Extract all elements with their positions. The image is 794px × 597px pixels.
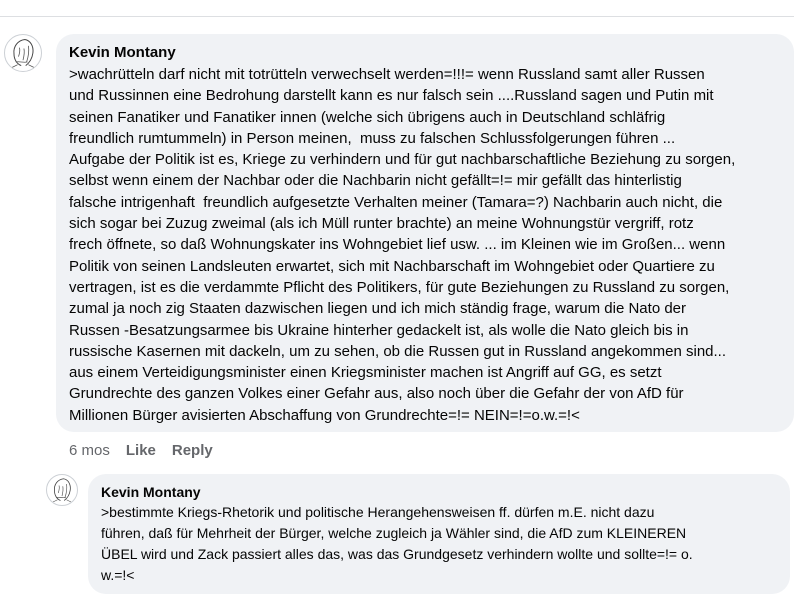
avatar[interactable] [4, 34, 42, 72]
reply-button[interactable]: Reply [171, 441, 213, 459]
reply-text: >bestimmte Kriegs-Rhetorik und politische Herangehensweisen ff. dürfen m.E. nicht dazu führen, daß für Mehrheit der Bürger, welche zugleich ja Wähler sind, die AfD zum KLEINEREN ÜBEL wird und Zack passiert alles das, was das Grundgesetz verhindern wollte und sollte=!= o. w.=!< [101, 504, 693, 583]
avatar-sketch-icon [47, 475, 77, 505]
comment-author[interactable]: Kevin Montany [69, 44, 176, 61]
avatar-sketch-icon [5, 35, 41, 71]
comment-text: >wachrütteln darf nicht mit totrütteln verwechselt werden=!!!= wenn Russland samt aller Russen und Russinnen eine Bedrohung darstellt kann es nur falsch sein ....Russland sagen und Putin mit seinen Fanatiker und Fanatiker innen (welche sich übrigens auch in Deutschland schläfrig freundlich rumtummeln) in Person meinen, muss zu falschen Schlussfolgerungen führen ... Aufgabe der Politik ist es, Kriege zu verhindern und für gut nachbarschaftliche Beziehung zu sorgen, selbst wenn einem der Nachbar oder die Nachbarin nicht gefällt=!= mir gefällt das hinterlistig falsche intrigenhaft freundlich aufgesetzte Verhalten meiner (Tamara=?) Nachbarin auch nicht, die sich sogar bei Zuzug zweimal (als ich Müll runter brachte) an meine Wohnungstür vergriff, rotz frech öffnete, so daß Wohnungskater ins Wohngebiet lief usw. ... im Kleinen wie im Großen... wenn Politik von seinen Landsleuten erwartet, sich mit Nachbarschaft im Wohngebiet oder Quartiere zu vertragen, ist es die verdammte Pflicht des Politikers, für gute Beziehungen zu Russland zu sorgen, zumal ja noch zig Staaten dazwischen liegen und ich mich ständig frage, warum die Nato der Russen -Besatzungsarmee bis Ukraine hinterher gedackelt ist, als wolle die Nato gleich bis in russische Kasernen mit dackeln, um zu sehen, ob die Russen gut in Russland angekommen sind... aus einem Verteidigungsminister einen Kriegsminister machen ist Angriff auf GG, es setzt Grundrechte des ganzen Volkes einer Gefahr aus, also noch über die Gefahr der von AfD für Millionen Bürger avisierten Abschaffung von Grundrechte=!= NEIN=!=o.w.=!< [69, 66, 736, 424]
reply-author[interactable]: Kevin Montany [101, 484, 201, 500]
comment-actions [69, 440, 213, 460]
comment-bubble [56, 34, 794, 432]
comment-timestamp[interactable]: 6 mos [69, 441, 110, 459]
like-button[interactable]: Like [125, 441, 156, 459]
reply-bubble [88, 474, 790, 594]
top-divider [0, 16, 794, 17]
reply-avatar[interactable] [46, 474, 78, 506]
